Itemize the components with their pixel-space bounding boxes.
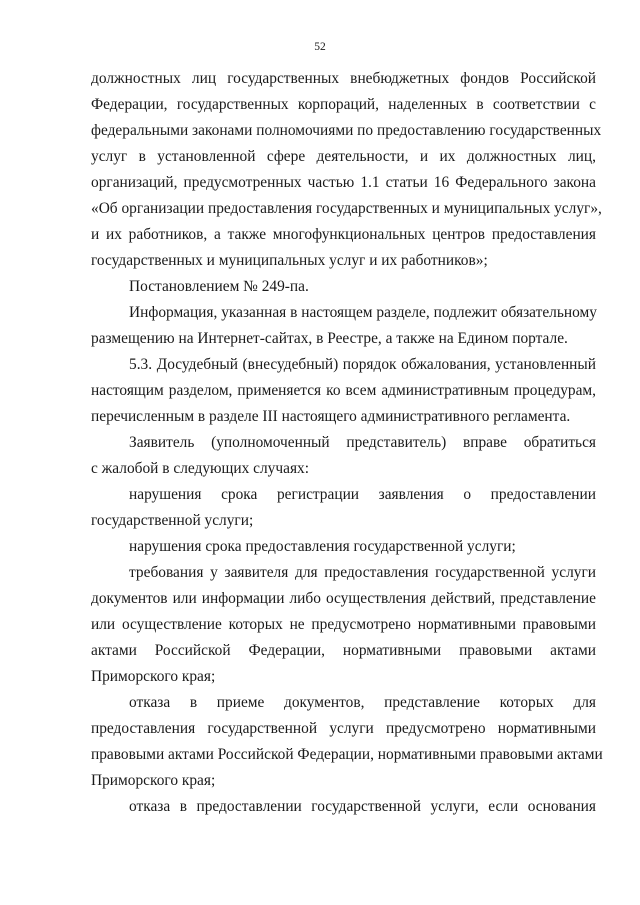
text-line: предоставления государственной услуги предусмотрено нормативными — [91, 720, 596, 737]
text-line: услуг в установленной сфере деятельности, и их должностных лиц, — [91, 148, 596, 165]
text-line: государственных и муниципальных услуг и их работников»; — [91, 252, 488, 269]
text-line: Информация, указанная в настоящем разделе, подлежит обязательному — [129, 304, 597, 321]
text-line: перечисленным в разделе III настоящего административного регламента. — [91, 408, 571, 425]
text-line: Заявитель (уполномоченный представитель) вправе обратиться — [129, 434, 596, 451]
text-line: Федерации, государственных корпораций, наделенных в соответствии с — [91, 96, 596, 113]
text-line: федеральными законами полномочиями по предоставлению государственных — [91, 122, 602, 139]
text-line: Приморского края; — [91, 772, 216, 789]
text-line: настоящим разделом, применяется ко всем административным процедурам, — [91, 382, 596, 399]
text-line: размещению на Интернет-сайтах, в Реестре, а также на Едином портале. — [91, 330, 568, 347]
document-body — [91, 66, 603, 820]
text-line: организаций, предусмотренных частью 1.1 статьи 16 Федерального закона — [91, 174, 596, 191]
text-line: требования у заявителя для предоставления государственной услуги — [129, 564, 596, 581]
text-line: документов или информации либо осуществления действий, представление — [91, 590, 596, 607]
text-line: должностных лиц государственных внебюджетных фондов Российской — [91, 70, 596, 87]
text-line: нарушения срока предоставления государственной услуги; — [129, 538, 516, 555]
text-line: правовыми актами Российской Федерации, нормативными правовыми актами — [91, 746, 603, 763]
text-line: Приморского края; — [91, 668, 216, 685]
text-line: и их работников, а также многофункциональных центров предоставления — [91, 226, 596, 243]
text-line: нарушения срока регистрации заявления о предоставлении — [129, 486, 596, 503]
text-line: отказа в приеме документов, представление которых для — [129, 694, 596, 711]
page-number: 52 — [314, 41, 326, 53]
text-line: с жалобой в следующих случаях: — [91, 460, 310, 477]
text-line: актами Российской Федерации, нормативными правовыми актами — [91, 642, 596, 659]
text-line: или осуществление которых не предусмотрено нормативными правовыми — [91, 616, 596, 633]
text-line: «Об организации предоставления государственных и муниципальных услуг», — [91, 200, 602, 217]
text-line: 5.3. Досудебный (внесудебный) порядок обжалования, установленный — [129, 356, 596, 373]
text-line: отказа в предоставлении государственной услуги, если основания — [129, 798, 596, 815]
text-line: государственной услуги; — [91, 512, 254, 529]
text-line: Постановлением № 249-па. — [129, 278, 309, 295]
